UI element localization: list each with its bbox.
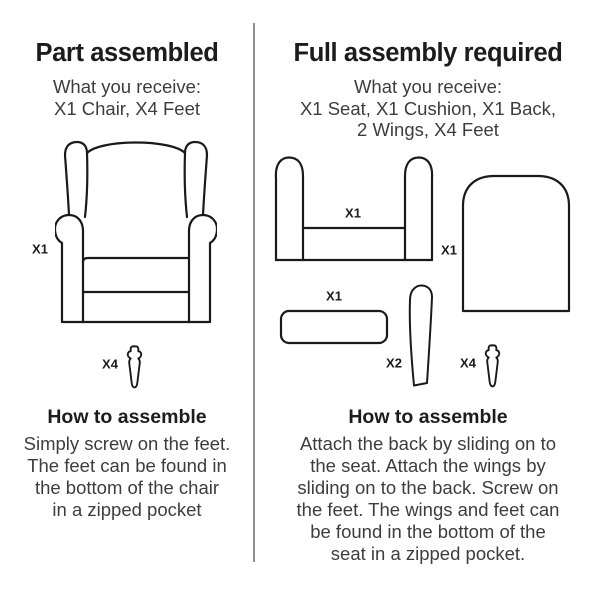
left-receive-line2: X1 Chair, X4 Feet <box>53 97 201 119</box>
left-foot-icon <box>125 345 144 389</box>
right-receive-line1: What you receive: <box>353 76 503 97</box>
right-how-line3: sliding on to the back. Screw on <box>297 477 559 498</box>
cushion-qty-label: X1 <box>326 288 342 304</box>
right-how-line1: Attach the back by sliding on to <box>299 433 557 454</box>
left-how-line2: The feet can be found in <box>27 455 227 476</box>
back-drawing-icon <box>461 174 571 313</box>
right-receive-text <box>254 76 602 141</box>
right-receive-line3: 2 Wings, X4 Feet <box>357 119 499 140</box>
left-receive-line1: What you receive: <box>52 76 202 97</box>
back-qty-label: X1 <box>441 242 457 258</box>
left-column-title: Part assembled <box>35 39 219 67</box>
wing-qty-label: X2 <box>386 355 402 371</box>
right-feet-qty-label: X4 <box>460 355 476 371</box>
left-how-line4: in a zipped pocket <box>52 499 202 520</box>
right-how-line2: the seat. Attach the wings by <box>310 455 546 476</box>
left-how-line1: Simply screw on the feet. <box>23 433 231 454</box>
right-receive-line2: X1 Seat, X1 Cushion, X1 Back, <box>299 97 557 119</box>
left-how-to-assemble-text <box>0 433 254 521</box>
right-how-to-assemble-text <box>254 433 602 565</box>
chair-drawing-icon <box>55 137 217 325</box>
right-how-line5: be found in the bottom of the <box>310 521 546 542</box>
wing-drawing-icon <box>408 284 434 388</box>
left-how-to-assemble-title: How to assemble <box>47 406 207 428</box>
left-feet-qty-label: X4 <box>102 356 118 372</box>
right-how-line4: the feet. The wings and feet can <box>296 499 560 520</box>
cushion-drawing-icon <box>279 309 389 345</box>
left-how-line3: the bottom of the chair <box>34 477 220 498</box>
chair-qty-label: X1 <box>32 241 48 257</box>
left-receive-text <box>0 76 254 119</box>
seat-qty-label: X1 <box>345 205 361 221</box>
right-column-title: Full assembly required <box>293 39 563 67</box>
right-how-line6: seat in a zipped pocket. <box>330 543 526 564</box>
right-foot-icon <box>483 344 502 388</box>
right-how-to-assemble-title: How to assemble <box>348 406 508 428</box>
